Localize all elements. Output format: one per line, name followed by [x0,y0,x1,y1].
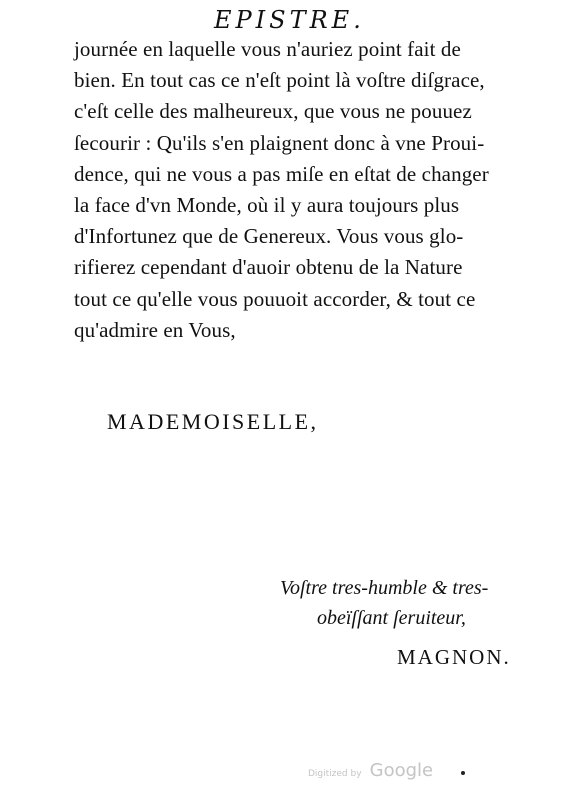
watermark-prefix: Digitized by [308,769,362,779]
closing-line: Voſtre tres-humble & tres- [280,577,489,599]
body-line: c'eſt celle des malheureux, que vous ne pouuez [74,99,472,124]
body-line: rifierez cependant d'auoir obtenu de la Nature [74,255,463,280]
closing [280,573,488,633]
body-line: la face d'vn Monde, où il y aura toujours plus [74,192,460,217]
body-line: ſecourir : Qu'ils s'en plaignent donc à vne Proui- [74,130,485,155]
digitized-by-watermark [308,760,433,781]
body-line: qu'admire en Vous, [74,317,236,342]
page-header: EPISTRE. [214,6,365,34]
body-line: dence, qui ne vous a pas miſe en eſtat de changer [74,161,489,186]
google-logo-text: Google [369,760,434,781]
body-line: tout ce qu'elle vous pouuoit accorder, & tout ce [74,286,476,311]
body-line: journée en laquelle vous n'auriez point fait de [74,37,461,61]
body-line: d'Infortunez que de Genereux. Vous vous glo- [74,224,464,249]
closing-line: obeïſſant ſeruiteur, [317,607,466,629]
body-line: bien. En tout cas ce n'eſt point là voſtre diſgrace, [74,68,485,93]
body-text [74,34,544,346]
ink-dot [461,771,465,775]
signature: MAGNON. [397,645,511,669]
salutation: MADEMOISELLE, [107,409,319,434]
